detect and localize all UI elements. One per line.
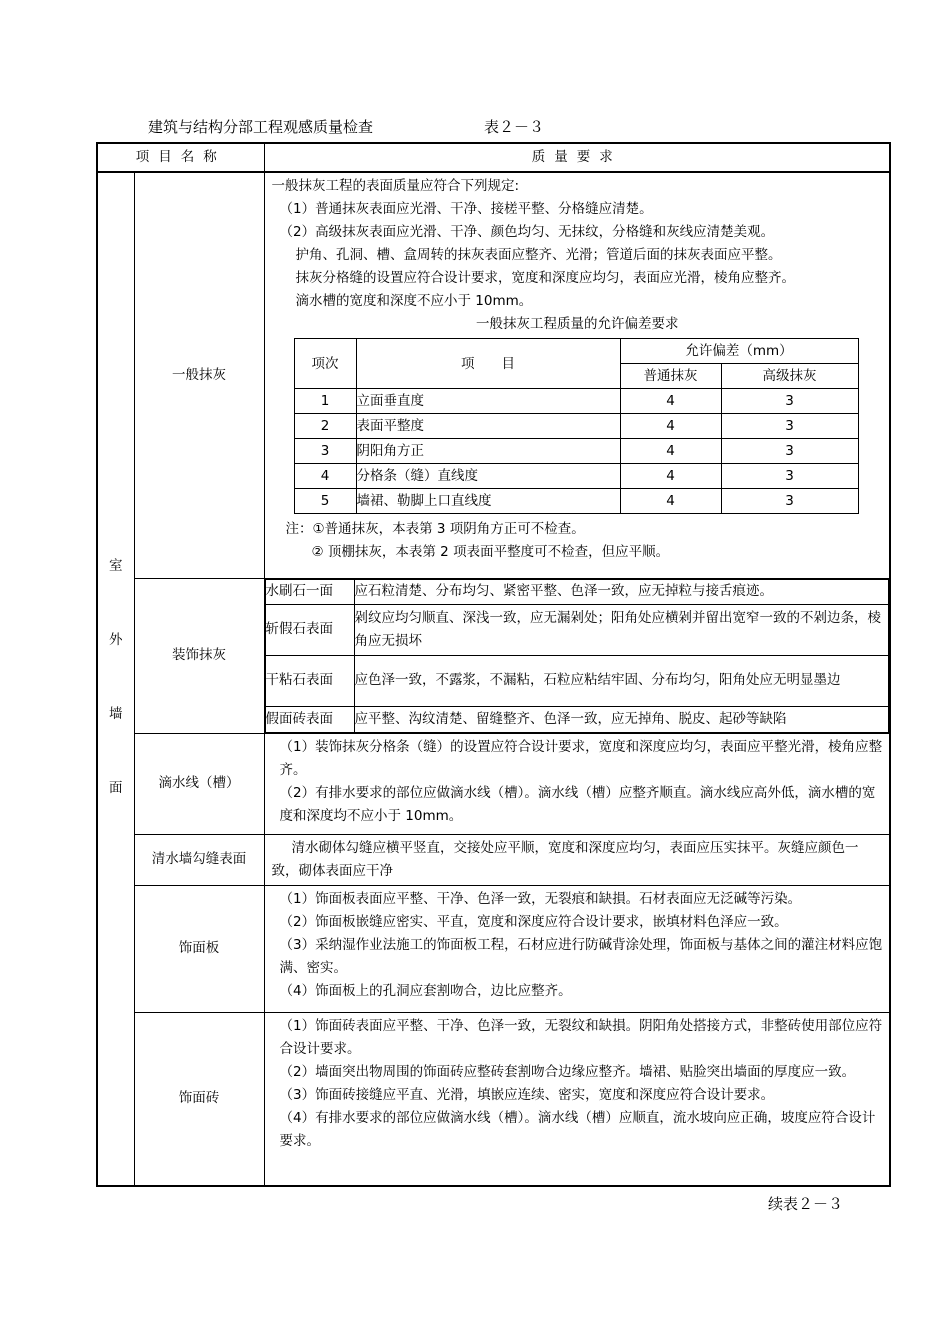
continued-label: 续表２－３ (768, 1195, 844, 1213)
row-item: 墙裙、勒脚上口直线度 (356, 489, 620, 514)
category-char: 面 (109, 780, 123, 796)
item-decorative-plaster: 装饰抹灰 (134, 578, 264, 733)
requirement-line: （3）采纳湿作业法施工的饰面板工程，石材应进行防碱背涂处理，饰面板与基体之间的灌注材料应饱满、密实。 (279, 936, 883, 976)
tolerance-table (294, 338, 859, 514)
row-advanced: 3 (721, 489, 858, 514)
table-row (294, 414, 858, 439)
drip-line-requirements (264, 733, 890, 834)
table-number: 表２－３ (484, 118, 545, 136)
row-item: 立面垂直度 (356, 389, 620, 414)
row-normal: 4 (620, 414, 721, 439)
requirement-line: （1）装饰抹灰分格条（缝）的设置应符合设计要求，宽度和深度应均匀，表面应平整光滑，棱角应整齐。 (279, 738, 883, 778)
row-normal: 4 (620, 389, 721, 414)
inspection-table (96, 142, 891, 1187)
sub-label: 水刷石一面 (265, 579, 354, 604)
row-normal: 4 (620, 439, 721, 464)
table-row (294, 489, 858, 514)
row-normal: 4 (620, 464, 721, 489)
item-drip-line: 滴水线（槽） (134, 733, 264, 834)
row-no: 3 (294, 439, 356, 464)
col-header-tolerance: 允许偏差（mm） (620, 339, 858, 364)
sub-text: 剁纹应均匀顺直、深浅一致，应无漏剁处；阳角处应横剁并留出宽窄一致的不剁边条，棱角应无损坏 (354, 604, 889, 655)
requirement-line: （2）高级抹灰表面应光滑、干净、颜色均匀、无抹纹，分格缝和灰线应清楚美观。 (279, 224, 775, 240)
row-advanced: 3 (721, 389, 858, 414)
item-general-plaster: 一般抹灰 (134, 172, 264, 578)
requirement-line: （4）饰面板上的孔洞应套割吻合，边比应整齐。 (279, 982, 572, 999)
header-item-name: 项目名称 (97, 143, 264, 172)
general-plaster-requirements (264, 172, 890, 578)
table-row (294, 439, 858, 464)
item-fair-faced-wall: 清水墙勾缝表面 (134, 834, 264, 885)
col-header-normal: 普通抹灰 (620, 364, 721, 389)
sub-text: 应石粒清楚、分布均匀、紧密平整、色泽一致，应无掉粒与接舌痕迹。 (354, 579, 889, 604)
item-facing-tile: 饰面砖 (134, 1012, 264, 1186)
tolerance-table-title: 一般抹灰工程质量的允许偏差要求 (476, 316, 679, 332)
row-item: 表面平整度 (356, 414, 620, 439)
row-advanced: 3 (721, 439, 858, 464)
requirement-line: 一般抹灰工程的表面质量应符合下列规定: (271, 178, 520, 194)
requirement-line: （4）有排水要求的部位应做滴水线（槽）。滴水线（槽）应顺直，流水坡向应正确，坡度应符合设计要求。 (279, 1109, 876, 1149)
row-no: 5 (294, 489, 356, 514)
row-advanced: 3 (721, 414, 858, 439)
col-header-item: 项 目 (356, 339, 620, 389)
requirement-line: （1）饰面板表面应平整、干净、色泽一致，无裂痕和缺損。石材表面应无泛碱等污染。 (279, 890, 802, 907)
row-no: 2 (294, 414, 356, 439)
requirement-line: （1）普通抹灰表面应光滑、干净、接槎平整、分格缝应清楚。 (279, 201, 653, 217)
sub-text: 应平整、沟纹清楚、留缝整齐、色泽一致，应无掉角、脱皮、起砂等缺陷 (354, 706, 889, 732)
requirement-line: 护角、孔洞、槽、盒周转的抹灰表面应整齐、光滑；管道后面的抹灰表面应平整。 (295, 247, 782, 263)
requirement-line: （2）饰面板嵌缝应密实、平直，宽度和深度应符合设计要求，嵌填材料色泽应一致。 (279, 913, 788, 930)
requirement-line: 抹灰分格缝的设置应符合设计要求，宽度和深度应均匀，表面应光滑，棱角应整齐。 (295, 270, 795, 286)
note-line: 注：①普通抹灰，本表第 3 项阴角方正可不检查。 (285, 521, 585, 537)
requirement-line: （2）墙面突出物周围的饰面砖应整砖套割吻合边缘应整齐。墙裙、贴脸突出墙面的厚度应一致。 (279, 1063, 856, 1080)
row-item: 阴阳角方正 (356, 439, 620, 464)
sub-label: 假面砖表面 (265, 706, 354, 732)
row-item: 分格条（缝）直线度 (356, 464, 620, 489)
item-facing-panel: 饰面板 (134, 885, 264, 1012)
row-no: 4 (294, 464, 356, 489)
row-no: 1 (294, 389, 356, 414)
facing-panel-requirements (264, 885, 890, 1012)
category-char: 外 (109, 632, 123, 648)
category-cell (97, 172, 134, 1186)
fair-faced-wall-requirements (264, 834, 890, 885)
category-char: 室 (109, 558, 123, 574)
table-row (294, 464, 858, 489)
page-title: 建筑与结构分部工程观感质量检查 (148, 118, 374, 136)
header-requirement: 质量要求 (264, 143, 890, 172)
requirement-line: （3）饰面砖接缝应平直、光滑，填嵌应连续、密实，宽度和深度应符合设计要求。 (279, 1086, 775, 1103)
decorative-plaster-requirements (264, 578, 890, 733)
requirement-line: 清水砌体勾缝应横平竖直，交接处应平顺，宽度和深度应均匀，表面应压实抹平。灰缝应颜色一致，砌体表面应干净 (271, 839, 859, 879)
sub-label: 斩假石表面 (265, 604, 354, 655)
row-normal: 4 (620, 489, 721, 514)
requirement-line: （2）有排水要求的部位应做滴水线（槽）。滴水线（槽）应整齐顺直。滴水线应高外低，滴水槽的宽度和深度均不应小于 10mm。 (279, 784, 876, 824)
facing-tile-requirements (264, 1012, 890, 1186)
sub-label: 干粘石表面 (265, 655, 354, 706)
row-advanced: 3 (721, 464, 858, 489)
table-row (294, 389, 858, 414)
requirement-line: （1）饰面砖表面应平整、干净、色泽一致，无裂纹和缺損。阴阳角处搭接方式，非整砖使用部位应符合设计要求。 (279, 1017, 883, 1057)
decorative-subtable (265, 579, 890, 733)
category-char: 墙 (109, 706, 123, 722)
sub-text: 应色泽一致，不露浆，不漏粘，石粒应粘结牢固、分布均匀，阳角处应无明显墨边 (354, 655, 889, 706)
col-header-advanced: 高级抹灰 (721, 364, 858, 389)
requirement-line: 滴水槽的宽度和深度不应小于 10mm。 (295, 293, 533, 309)
col-header-no: 项次 (294, 339, 356, 389)
note-line: ② 顶棚抹灰，本表第 2 项表面平整度可不检查，但应平顺。 (311, 544, 670, 560)
